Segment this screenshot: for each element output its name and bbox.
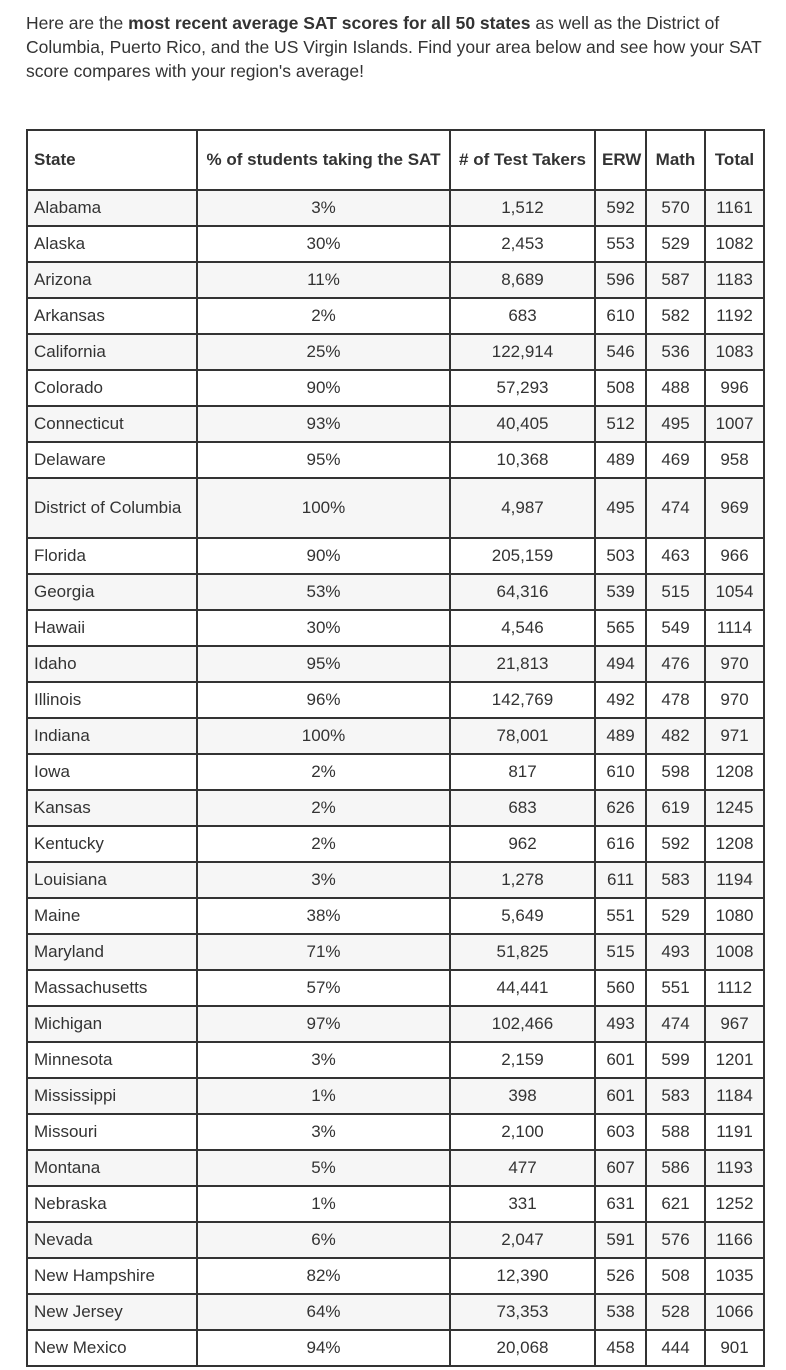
takers-cell: 962 — [450, 826, 595, 862]
state-cell: Florida — [27, 538, 197, 574]
table-row — [27, 478, 764, 538]
state-cell: Maryland — [27, 934, 197, 970]
table-row — [27, 1330, 764, 1366]
takers-cell: 64,316 — [450, 574, 595, 610]
total-cell: 1184 — [705, 1078, 764, 1114]
state-cell: Georgia — [27, 574, 197, 610]
total-cell: 1161 — [705, 190, 764, 226]
state-cell: Arizona — [27, 262, 197, 298]
state-cell: Nebraska — [27, 1186, 197, 1222]
erw-cell: 494 — [595, 646, 646, 682]
header-state: State — [27, 130, 197, 190]
percent-cell: 2% — [197, 826, 450, 862]
percent-cell: 6% — [197, 1222, 450, 1258]
state-cell: Colorado — [27, 370, 197, 406]
table-row — [27, 682, 764, 718]
table-row — [27, 538, 764, 574]
math-cell: 592 — [646, 826, 705, 862]
table-row — [27, 718, 764, 754]
total-cell: 967 — [705, 1006, 764, 1042]
total-cell: 1112 — [705, 970, 764, 1006]
math-cell: 488 — [646, 370, 705, 406]
state-cell: Kansas — [27, 790, 197, 826]
total-cell: 1192 — [705, 298, 764, 334]
total-cell: 1082 — [705, 226, 764, 262]
math-cell: 444 — [646, 1330, 705, 1366]
erw-cell: 592 — [595, 190, 646, 226]
table-row — [27, 826, 764, 862]
table-row — [27, 1258, 764, 1294]
table-row — [27, 298, 764, 334]
state-cell: Louisiana — [27, 862, 197, 898]
table-row — [27, 1150, 764, 1186]
table-row — [27, 406, 764, 442]
percent-cell: 2% — [197, 790, 450, 826]
total-cell: 1008 — [705, 934, 764, 970]
percent-cell: 30% — [197, 226, 450, 262]
takers-cell: 4,546 — [450, 610, 595, 646]
total-cell: 1007 — [705, 406, 764, 442]
table-row — [27, 574, 764, 610]
state-cell: Maine — [27, 898, 197, 934]
erw-cell: 526 — [595, 1258, 646, 1294]
table-row — [27, 1294, 764, 1330]
table-row — [27, 442, 764, 478]
total-cell: 970 — [705, 682, 764, 718]
state-cell: Mississippi — [27, 1078, 197, 1114]
math-cell: 474 — [646, 1006, 705, 1042]
math-cell: 599 — [646, 1042, 705, 1078]
total-cell: 1194 — [705, 862, 764, 898]
state-cell: Iowa — [27, 754, 197, 790]
erw-cell: 631 — [595, 1186, 646, 1222]
math-cell: 551 — [646, 970, 705, 1006]
math-cell: 536 — [646, 334, 705, 370]
math-cell: 583 — [646, 862, 705, 898]
state-cell: Alaska — [27, 226, 197, 262]
header-erw: ERW — [595, 130, 646, 190]
erw-cell: 611 — [595, 862, 646, 898]
erw-cell: 492 — [595, 682, 646, 718]
percent-cell: 95% — [197, 646, 450, 682]
state-cell: Alabama — [27, 190, 197, 226]
percent-cell: 3% — [197, 1042, 450, 1078]
percent-cell: 71% — [197, 934, 450, 970]
math-cell: 586 — [646, 1150, 705, 1186]
takers-cell: 20,068 — [450, 1330, 595, 1366]
total-cell: 1114 — [705, 610, 764, 646]
takers-cell: 2,100 — [450, 1114, 595, 1150]
total-cell: 1252 — [705, 1186, 764, 1222]
erw-cell: 515 — [595, 934, 646, 970]
intro-suffix: as well as the District of Columbia, Puerto Rico, and the US Virgin Islands. Find your area below and see how your SAT score compares with your region's average! — [26, 13, 762, 81]
erw-cell: 601 — [595, 1078, 646, 1114]
percent-cell: 64% — [197, 1294, 450, 1330]
total-cell: 1208 — [705, 754, 764, 790]
state-cell: Nevada — [27, 1222, 197, 1258]
erw-cell: 565 — [595, 610, 646, 646]
state-cell: New Hampshire — [27, 1258, 197, 1294]
percent-cell: 97% — [197, 1006, 450, 1042]
percent-cell: 5% — [197, 1150, 450, 1186]
table-row — [27, 934, 764, 970]
takers-cell: 122,914 — [450, 334, 595, 370]
erw-cell: 610 — [595, 298, 646, 334]
state-cell: New Mexico — [27, 1330, 197, 1366]
percent-cell: 100% — [197, 478, 450, 538]
percent-cell: 2% — [197, 298, 450, 334]
erw-cell: 626 — [595, 790, 646, 826]
total-cell: 969 — [705, 478, 764, 538]
table-row — [27, 190, 764, 226]
total-cell: 1083 — [705, 334, 764, 370]
takers-cell: 78,001 — [450, 718, 595, 754]
takers-cell: 21,813 — [450, 646, 595, 682]
takers-cell: 4,987 — [450, 478, 595, 538]
state-cell: Kentucky — [27, 826, 197, 862]
table-row — [27, 1042, 764, 1078]
math-cell: 474 — [646, 478, 705, 538]
state-cell: Arkansas — [27, 298, 197, 334]
table-row — [27, 370, 764, 406]
takers-cell: 142,769 — [450, 682, 595, 718]
percent-cell: 100% — [197, 718, 450, 754]
state-cell: District of Columbia — [27, 478, 197, 538]
erw-cell: 616 — [595, 826, 646, 862]
math-cell: 529 — [646, 898, 705, 934]
erw-cell: 591 — [595, 1222, 646, 1258]
erw-cell: 553 — [595, 226, 646, 262]
takers-cell: 44,441 — [450, 970, 595, 1006]
math-cell: 493 — [646, 934, 705, 970]
percent-cell: 2% — [197, 754, 450, 790]
erw-cell: 596 — [595, 262, 646, 298]
takers-cell: 2,159 — [450, 1042, 595, 1078]
percent-cell: 3% — [197, 862, 450, 898]
table-row — [27, 1078, 764, 1114]
state-cell: Hawaii — [27, 610, 197, 646]
erw-cell: 539 — [595, 574, 646, 610]
erw-cell: 508 — [595, 370, 646, 406]
percent-cell: 38% — [197, 898, 450, 934]
percent-cell: 90% — [197, 370, 450, 406]
percent-cell: 96% — [197, 682, 450, 718]
erw-cell: 489 — [595, 442, 646, 478]
total-cell: 1066 — [705, 1294, 764, 1330]
percent-cell: 93% — [197, 406, 450, 442]
total-cell: 1193 — [705, 1150, 764, 1186]
total-cell: 1054 — [705, 574, 764, 610]
total-cell: 1201 — [705, 1042, 764, 1078]
takers-cell: 10,368 — [450, 442, 595, 478]
math-cell: 598 — [646, 754, 705, 790]
table-row — [27, 262, 764, 298]
table-row — [27, 1006, 764, 1042]
percent-cell: 3% — [197, 1114, 450, 1150]
erw-cell: 493 — [595, 1006, 646, 1042]
takers-cell: 683 — [450, 298, 595, 334]
intro-bold: most recent average SAT scores for all 50 states — [128, 13, 531, 33]
table-header-row — [27, 130, 764, 190]
percent-cell: 3% — [197, 190, 450, 226]
takers-cell: 73,353 — [450, 1294, 595, 1330]
total-cell: 1183 — [705, 262, 764, 298]
takers-cell: 2,453 — [450, 226, 595, 262]
state-cell: Montana — [27, 1150, 197, 1186]
math-cell: 583 — [646, 1078, 705, 1114]
takers-cell: 102,466 — [450, 1006, 595, 1042]
total-cell: 970 — [705, 646, 764, 682]
header-total: Total — [705, 130, 764, 190]
takers-cell: 5,649 — [450, 898, 595, 934]
math-cell: 482 — [646, 718, 705, 754]
erw-cell: 512 — [595, 406, 646, 442]
erw-cell: 495 — [595, 478, 646, 538]
takers-cell: 1,512 — [450, 190, 595, 226]
math-cell: 495 — [646, 406, 705, 442]
math-cell: 529 — [646, 226, 705, 262]
state-cell: Massachusetts — [27, 970, 197, 1006]
takers-cell: 51,825 — [450, 934, 595, 970]
percent-cell: 25% — [197, 334, 450, 370]
total-cell: 958 — [705, 442, 764, 478]
total-cell: 1208 — [705, 826, 764, 862]
table-row — [27, 790, 764, 826]
percent-cell: 90% — [197, 538, 450, 574]
erw-cell: 546 — [595, 334, 646, 370]
total-cell: 901 — [705, 1330, 764, 1366]
erw-cell: 610 — [595, 754, 646, 790]
table-row — [27, 898, 764, 934]
erw-cell: 489 — [595, 718, 646, 754]
takers-cell: 477 — [450, 1150, 595, 1186]
state-cell: Missouri — [27, 1114, 197, 1150]
state-cell: New Jersey — [27, 1294, 197, 1330]
percent-cell: 94% — [197, 1330, 450, 1366]
math-cell: 587 — [646, 262, 705, 298]
math-cell: 476 — [646, 646, 705, 682]
state-cell: Indiana — [27, 718, 197, 754]
state-cell: Michigan — [27, 1006, 197, 1042]
percent-cell: 1% — [197, 1078, 450, 1114]
state-cell: Idaho — [27, 646, 197, 682]
total-cell: 966 — [705, 538, 764, 574]
percent-cell: 30% — [197, 610, 450, 646]
percent-cell: 53% — [197, 574, 450, 610]
table-body — [27, 190, 764, 1366]
header-percent: % of students taking the SAT — [197, 130, 450, 190]
takers-cell: 2,047 — [450, 1222, 595, 1258]
math-cell: 588 — [646, 1114, 705, 1150]
table-row — [27, 1222, 764, 1258]
math-cell: 621 — [646, 1186, 705, 1222]
takers-cell: 57,293 — [450, 370, 595, 406]
math-cell: 478 — [646, 682, 705, 718]
math-cell: 463 — [646, 538, 705, 574]
math-cell: 515 — [646, 574, 705, 610]
takers-cell: 12,390 — [450, 1258, 595, 1294]
math-cell: 576 — [646, 1222, 705, 1258]
total-cell: 1191 — [705, 1114, 764, 1150]
total-cell: 971 — [705, 718, 764, 754]
math-cell: 549 — [646, 610, 705, 646]
header-math: Math — [646, 130, 705, 190]
total-cell: 996 — [705, 370, 764, 406]
takers-cell: 398 — [450, 1078, 595, 1114]
takers-cell: 817 — [450, 754, 595, 790]
erw-cell: 458 — [595, 1330, 646, 1366]
erw-cell: 538 — [595, 1294, 646, 1330]
state-cell: Delaware — [27, 442, 197, 478]
takers-cell: 683 — [450, 790, 595, 826]
percent-cell: 82% — [197, 1258, 450, 1294]
erw-cell: 603 — [595, 1114, 646, 1150]
state-cell: California — [27, 334, 197, 370]
math-cell: 582 — [646, 298, 705, 334]
math-cell: 528 — [646, 1294, 705, 1330]
table-row — [27, 646, 764, 682]
intro-prefix: Here are the — [26, 13, 129, 33]
state-cell: Minnesota — [27, 1042, 197, 1078]
erw-cell: 503 — [595, 538, 646, 574]
math-cell: 469 — [646, 442, 705, 478]
percent-cell: 95% — [197, 442, 450, 478]
state-cell: Illinois — [27, 682, 197, 718]
erw-cell: 551 — [595, 898, 646, 934]
total-cell: 1245 — [705, 790, 764, 826]
math-cell: 570 — [646, 190, 705, 226]
table-row — [27, 1114, 764, 1150]
erw-cell: 560 — [595, 970, 646, 1006]
takers-cell: 8,689 — [450, 262, 595, 298]
header-takers: # of Test Takers — [450, 130, 595, 190]
takers-cell: 205,159 — [450, 538, 595, 574]
intro-paragraph — [26, 11, 766, 83]
erw-cell: 601 — [595, 1042, 646, 1078]
table-row — [27, 226, 764, 262]
percent-cell: 11% — [197, 262, 450, 298]
total-cell: 1035 — [705, 1258, 764, 1294]
table-row — [27, 970, 764, 1006]
table-row — [27, 862, 764, 898]
erw-cell: 607 — [595, 1150, 646, 1186]
table-row — [27, 754, 764, 790]
takers-cell: 331 — [450, 1186, 595, 1222]
sat-scores-table — [26, 129, 765, 1367]
takers-cell: 40,405 — [450, 406, 595, 442]
takers-cell: 1,278 — [450, 862, 595, 898]
table-row — [27, 1186, 764, 1222]
state-cell: Connecticut — [27, 406, 197, 442]
total-cell: 1166 — [705, 1222, 764, 1258]
percent-cell: 1% — [197, 1186, 450, 1222]
table-row — [27, 610, 764, 646]
table-row — [27, 334, 764, 370]
math-cell: 508 — [646, 1258, 705, 1294]
math-cell: 619 — [646, 790, 705, 826]
percent-cell: 57% — [197, 970, 450, 1006]
total-cell: 1080 — [705, 898, 764, 934]
